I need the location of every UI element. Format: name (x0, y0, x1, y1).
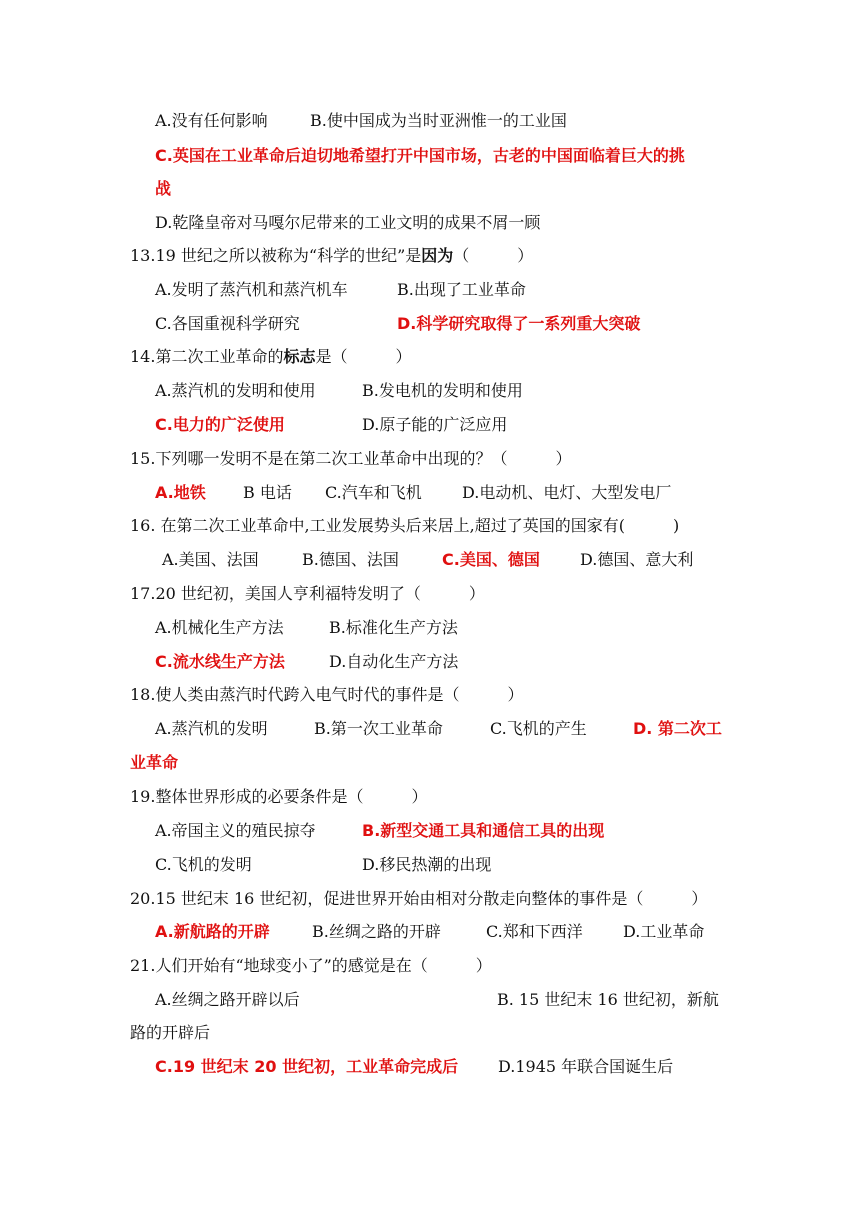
q21-option-d: D.1945 年联合国诞生后 (498, 1057, 674, 1076)
q12-option-d: D.乾隆皇帝对马嘎尔尼带来的工业文明的成果不屑一顾 (155, 213, 541, 232)
q14-stem-bold: 标志 (283, 347, 316, 366)
q14-option-a: A.蒸汽机的发明和使用 (155, 381, 316, 400)
q20-option-b: B.丝绸之路的开辟 (312, 922, 441, 941)
q13-stem (130, 245, 533, 267)
q14-option-c-answer: C.电力的广泛使用 (155, 415, 285, 434)
q14-stem-text: 14.第二次工业革命的 (130, 347, 284, 366)
q12-option-a: A.没有任何影响 (155, 111, 268, 130)
q21-stem: 21.人们开始有“地球变小了”的感觉是在（ ） (130, 956, 492, 975)
q19-option-d: D.移民热潮的出现 (362, 855, 492, 874)
q19-stem: 19.整体世界形成的必要条件是（ ） (130, 787, 428, 806)
q14-stem (130, 346, 411, 368)
q15-option-c: C.汽车和飞机 (325, 483, 422, 502)
q13-stem-bold: 因为 (421, 246, 454, 265)
q20-stem: 20.15 世纪末 16 世纪初，促进世界开始由相对分散走向整体的事件是（ ） (130, 889, 708, 908)
q21-option-b-cont: 路的开辟后 (130, 1023, 211, 1042)
q14-stem-bracket: 是（ ） (315, 347, 412, 366)
q17-option-b: B.标准化生产方法 (329, 618, 458, 637)
q20-option-c: C.郑和下西洋 (486, 922, 583, 941)
q12-option-b: B.使中国成为当时亚洲惟一的工业国 (310, 111, 567, 130)
q20-option-a-answer: A.新航路的开辟 (155, 922, 270, 941)
q18-option-d-answer: D. 第二次工 (633, 719, 722, 738)
q13-option-c: C.各国重视科学研究 (155, 314, 300, 333)
q20-option-d: D.工业革命 (623, 922, 705, 941)
q17-option-d: D.自动化生产方法 (329, 652, 459, 671)
q18-stem: 18.使人类由蒸汽时代跨入电气时代的事件是（ ） (130, 685, 524, 704)
q13-stem-bracket: （ ） (453, 246, 534, 265)
q21-option-c-answer: C.19 世纪末 20 世纪初，工业革命完成后 (155, 1057, 459, 1076)
q19-option-a: A.帝国主义的殖民掠夺 (155, 821, 316, 840)
q13-option-b: B.出现了工业革命 (397, 280, 526, 299)
q17-stem: 17.20 世纪初，美国人亨利福特发明了（ ） (130, 584, 485, 603)
q18-option-c: C.飞机的产生 (490, 719, 587, 738)
q12-option-c-answer-cont: 战 (155, 179, 172, 198)
q13-option-d-answer: D.科学研究取得了一系列重大突破 (397, 314, 641, 333)
q15-stem: 15.下列哪一发明不是在第二次工业革命中出现的？（ ） (130, 449, 572, 468)
q15-option-d: D.电动机、电灯、大型发电厂 (462, 483, 672, 502)
q16-option-d: D.德国、意大利 (580, 550, 694, 569)
q21-option-b: B. 15 世纪末 16 世纪初，新航 (497, 990, 719, 1009)
q19-option-b-answer: B.新型交通工具和通信工具的出现 (362, 821, 605, 840)
q15-option-b: B 电话 (243, 483, 292, 502)
q16-option-c-answer: C.美国、德国 (442, 550, 540, 569)
q16-option-a: A.美国、法国 (162, 550, 259, 569)
q17-option-c-answer: C.流水线生产方法 (155, 652, 285, 671)
q18-option-d-answer-cont: 业革命 (130, 753, 179, 772)
q14-option-d: D.原子能的广泛应用 (362, 415, 508, 434)
q15-option-a-answer: A.地铁 (155, 483, 206, 502)
q18-option-a: A.蒸汽机的发明 (155, 719, 268, 738)
q17-option-a: A.机械化生产方法 (155, 618, 284, 637)
q12-option-c-answer: C.英国在工业革命后迫切地希望打开中国市场，古老的中国面临着巨大的挑 (155, 146, 685, 165)
q14-option-b: B.发电机的发明和使用 (362, 381, 523, 400)
q13-stem-text: 13.19 世纪之所以被称为“科学的世纪”是 (130, 246, 422, 265)
q16-option-b: B.德国、法国 (302, 550, 399, 569)
q19-option-c: C.飞机的发明 (155, 855, 252, 874)
q16-stem: 16. 在第二次工业革命中,工业发展势头后来居上,超过了英国的国家有( ) (130, 516, 680, 535)
q21-option-a: A.丝绸之路开辟以后 (155, 990, 300, 1009)
q18-option-b: B.第一次工业革命 (314, 719, 443, 738)
q13-option-a: A.发明了蒸汽机和蒸汽机车 (155, 280, 348, 299)
